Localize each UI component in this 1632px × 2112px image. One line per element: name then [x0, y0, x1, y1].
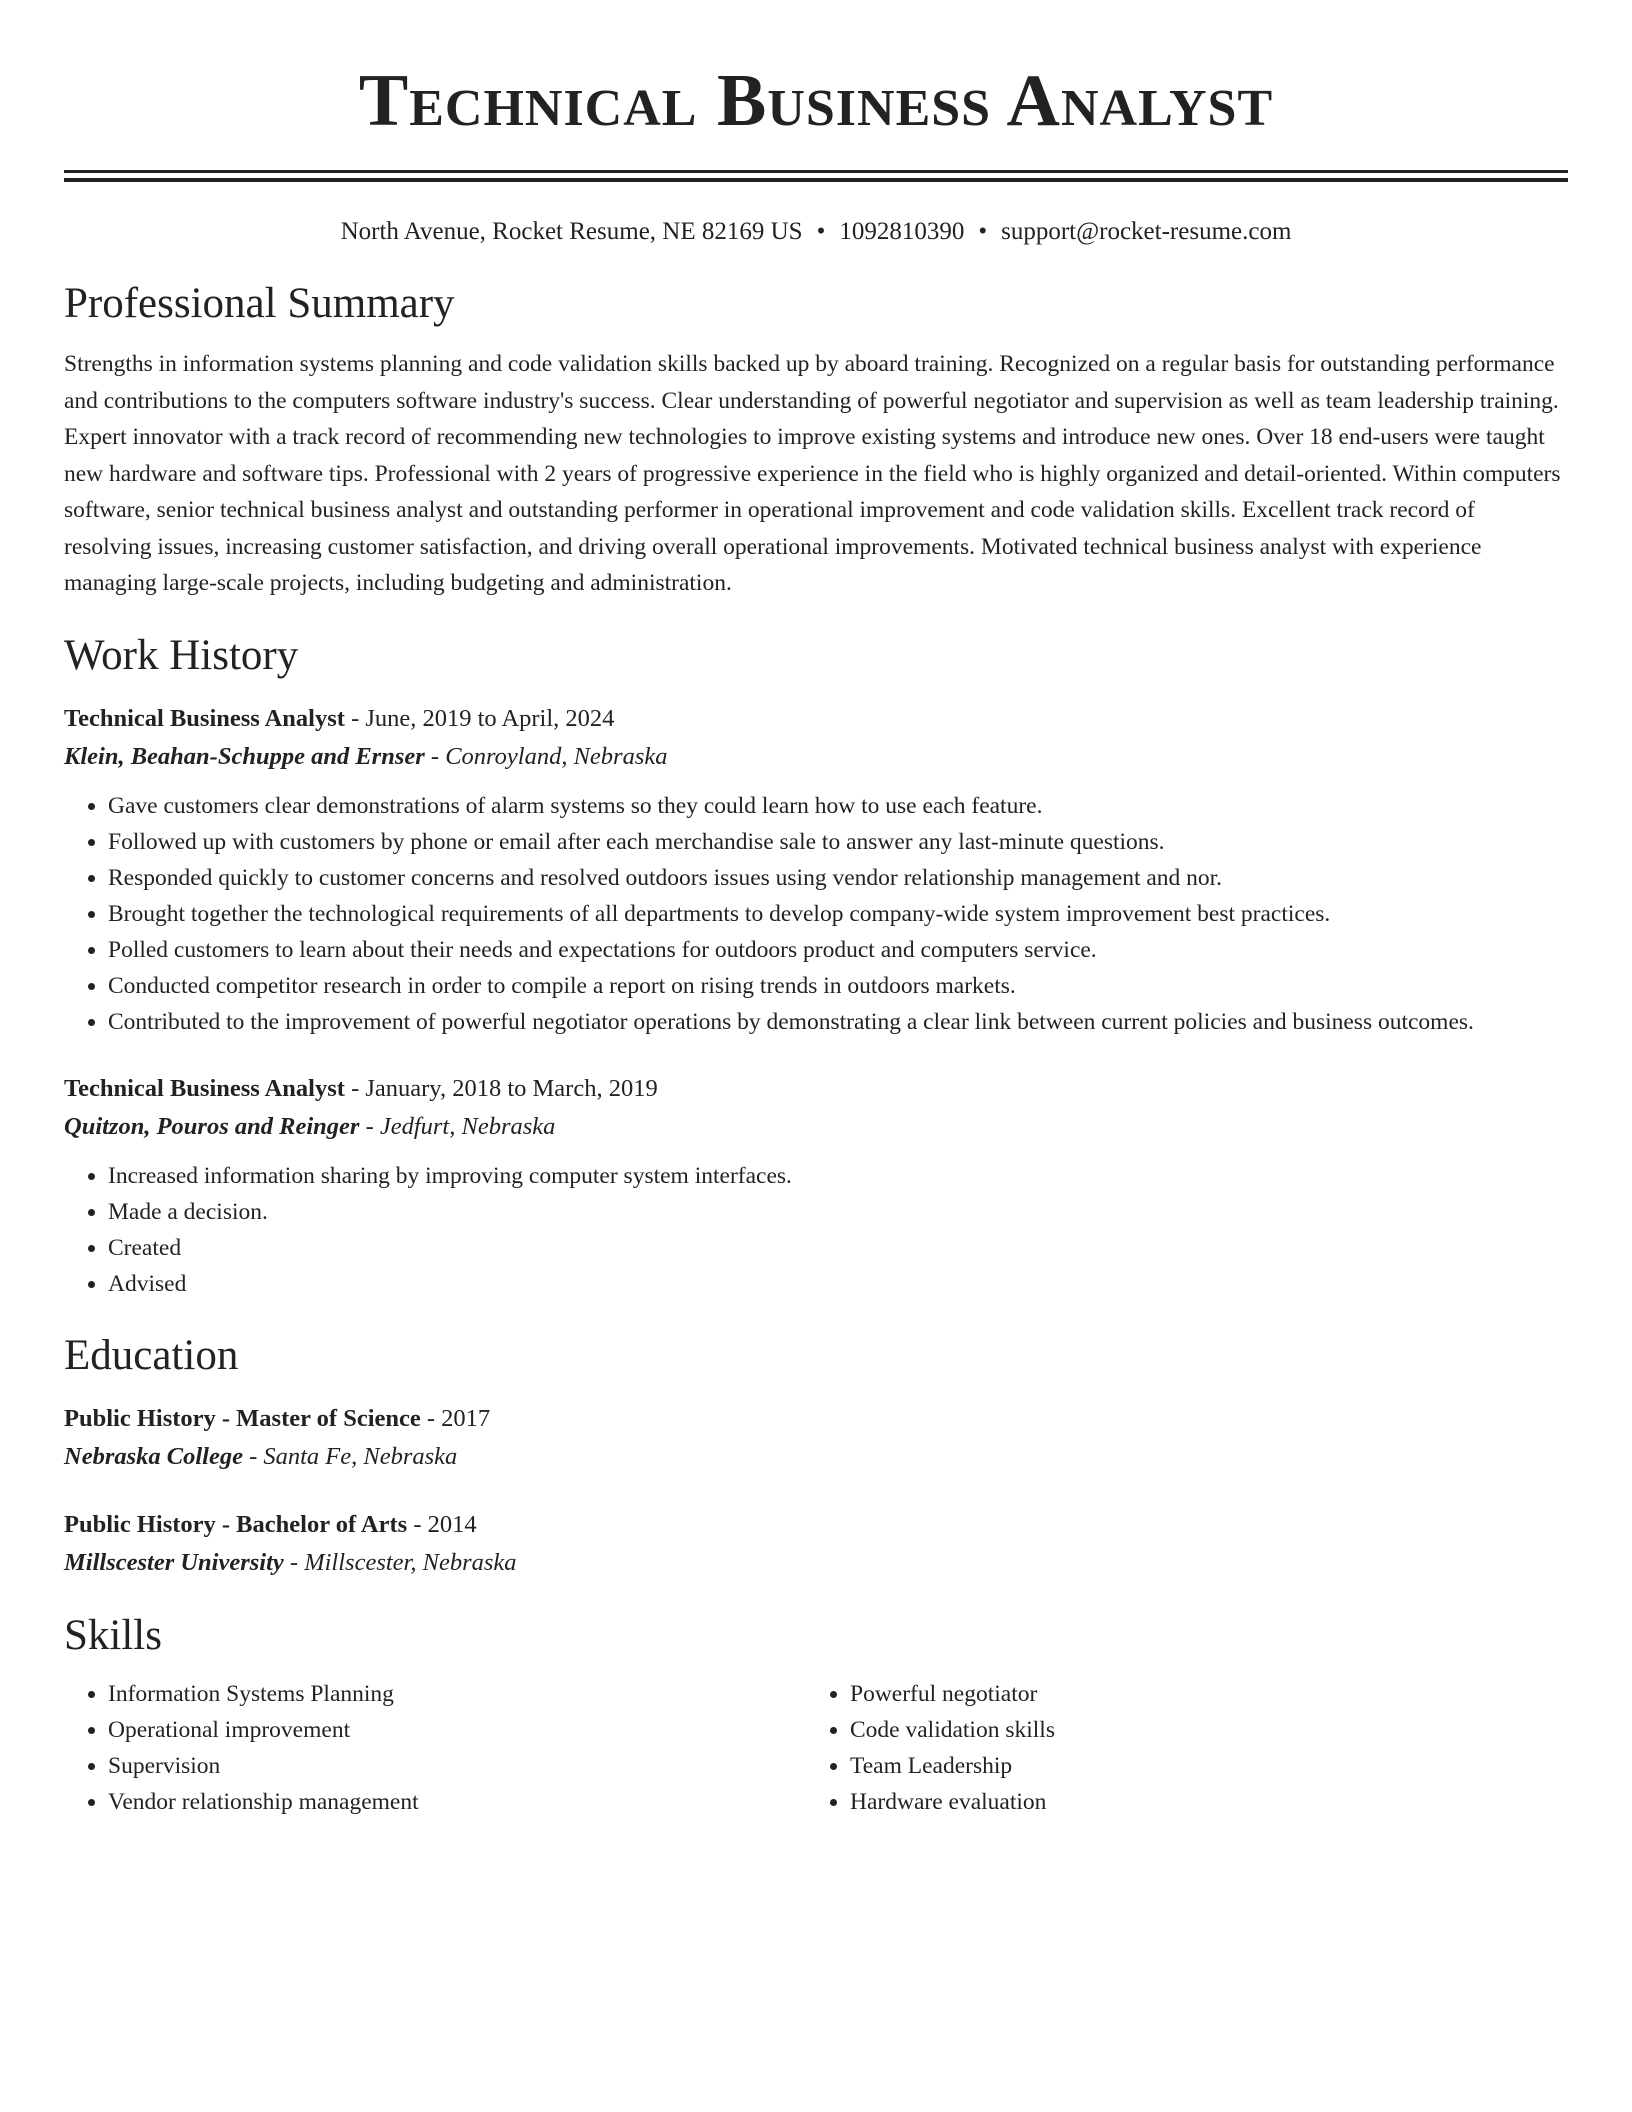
header-divider: [64, 170, 1568, 173]
job-bullet: • Responded quickly to customer concerns and resolved outdoors issues using vendor relationship management and nor.: [108, 860, 1568, 896]
resume-title: Technical Business Analyst: [358, 60, 1274, 142]
job-bullets: [64, 1158, 1568, 1302]
skills-column-left: [64, 1676, 806, 1820]
summary-text: Strengths in information systems planning and code validation skills backed up by aboard training. Recognized on a regular basis for outstanding performance and contributions to the computers software industry's success. Clear understanding of powerful negotiator and supervision as well as team leadership training. Expert innovator with a track record of recommending new technologies to improve existing systems and introduce new ones. Over 18 end-users were taught new hardware and software tips. Professional with 2 years of progressive experience in the field who is highly organized and detail-oriented. Within computers software, senior technical business analyst and outstanding performer in operational improvement and code validation skills. Excellent track record of resolving issues, increasing customer satisfaction, and driving overall operational improvements. Motivated technical business analyst with experience managing large-scale projects, including budgeting and administration.: [64, 351, 1561, 596]
contact-email: support@rocket-resume.com: [1001, 218, 1292, 245]
contact-phone: 1092810390: [839, 218, 965, 245]
school-line: [64, 1438, 1568, 1476]
contact-line: [64, 214, 1568, 250]
job-dates: - June, 2019 to April, 2024: [344, 704, 615, 732]
job-bullet: • Brought together the technological requirements of all departments to develop company-wide system improvement best practices.: [108, 896, 1568, 932]
degree: Public History - Bachelor of Arts: [64, 1510, 408, 1538]
skill-item: • Vendor relationship management: [108, 1784, 806, 1820]
school: Millscester University: [64, 1548, 284, 1576]
degree-line: [64, 1400, 1568, 1438]
header-divider-thick: [64, 178, 1568, 182]
degree-line: [64, 1506, 1568, 1544]
skills-section: [64, 1610, 1568, 1820]
job-bullet: • Advised: [108, 1266, 1568, 1302]
education-entry: [64, 1506, 1568, 1582]
job-bullet: • Created: [108, 1230, 1568, 1266]
job-bullet: • Followed up with customers by phone or email after each merchandise sale to answer any last-minute questions.: [108, 824, 1568, 860]
job-bullet: • Contributed to the improvement of powerful negotiator operations by demonstrating a clear link between current policies and business outcomes.: [108, 1004, 1568, 1040]
education-heading: Education: [64, 1331, 239, 1379]
skills-heading: Skills: [64, 1611, 162, 1659]
job-company-line: [64, 738, 1568, 776]
job-entry: [64, 700, 1568, 1040]
school-line: [64, 1544, 1568, 1582]
job-bullet: • Made a decision.: [108, 1194, 1568, 1230]
job-bullet: • Conducted competitor research in order to compile a report on rising trends in outdoors markets.: [108, 968, 1568, 1004]
skill-item: • Operational improvement: [108, 1712, 806, 1748]
work-history-heading: Work History: [64, 631, 299, 679]
job-location: - Jedfurt, Nebraska: [359, 1112, 556, 1140]
skills-column-right: [806, 1676, 1548, 1820]
job-title: Technical Business Analyst: [64, 1074, 345, 1102]
contact-separator: •: [816, 218, 826, 245]
school: Nebraska College: [64, 1442, 243, 1470]
work-history-section: [64, 630, 1568, 1302]
skill-item: • Supervision: [108, 1748, 806, 1784]
job-bullet: • Increased information sharing by improving computer system interfaces.: [108, 1158, 1568, 1194]
education-section: [64, 1330, 1568, 1582]
job-bullet: • Polled customers to learn about their needs and expectations for outdoors product and computers service.: [108, 932, 1568, 968]
job-title-line: [64, 1070, 1568, 1108]
job-company: Quitzon, Pouros and Reinger: [64, 1112, 360, 1140]
job-location: - Conroyland, Nebraska: [424, 742, 668, 770]
job-bullets: [64, 788, 1568, 1040]
job-entry: [64, 1070, 1568, 1302]
job-title: Technical Business Analyst: [64, 704, 345, 732]
job-company-line: [64, 1108, 1568, 1146]
job-title-line: [64, 700, 1568, 738]
skill-item: • Powerful negotiator: [850, 1676, 1548, 1712]
school-location: - Millscester, Nebraska: [283, 1548, 517, 1576]
skill-item: • Team Leadership: [850, 1748, 1548, 1784]
contact-separator: •: [978, 218, 988, 245]
degree: Public History - Master of Science: [64, 1404, 421, 1432]
skill-item: • Information Systems Planning: [108, 1676, 806, 1712]
degree-year: - 2014: [407, 1510, 477, 1538]
job-dates: - January, 2018 to March, 2019: [344, 1074, 658, 1102]
job-bullet: • Gave customers clear demonstrations of alarm systems so they could learn how to use each feature.: [108, 788, 1568, 824]
summary-heading: Professional Summary: [64, 280, 455, 327]
skills-grid: [64, 1676, 1568, 1820]
skill-item: • Code validation skills: [850, 1712, 1548, 1748]
job-company: Klein, Beahan-Schuppe and Ernser: [64, 742, 425, 770]
school-location: - Santa Fe, Nebraska: [242, 1442, 458, 1470]
contact-address: North Avenue, Rocket Resume, NE 82169 US: [340, 218, 803, 245]
degree-year: - 2017: [420, 1404, 491, 1432]
skill-item: • Hardware evaluation: [850, 1784, 1548, 1820]
summary-section: [64, 278, 1568, 602]
education-entry: [64, 1400, 1568, 1476]
